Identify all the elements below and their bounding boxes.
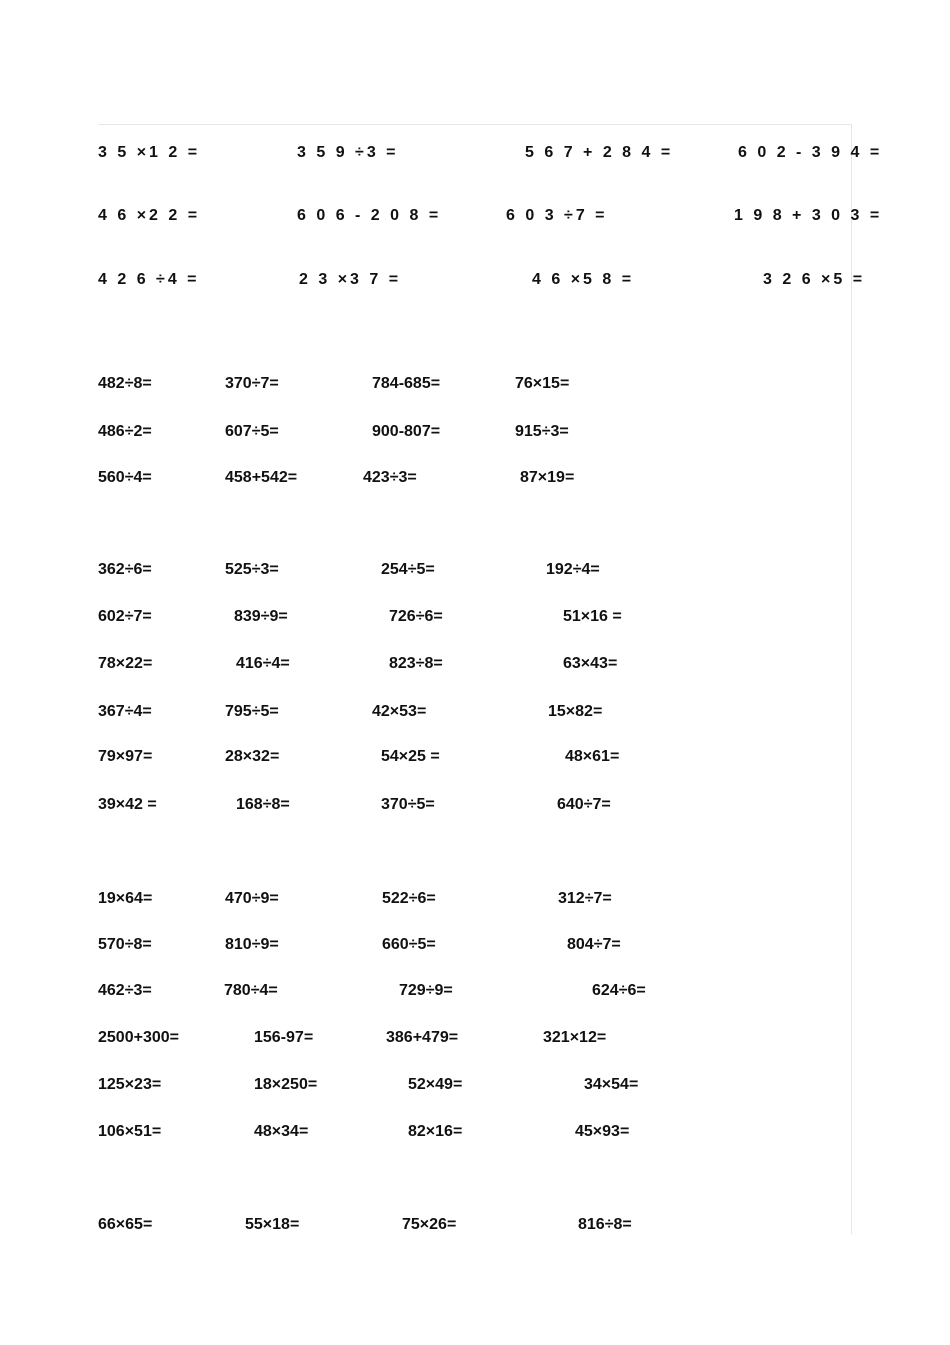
problem: 362÷6=: [98, 561, 152, 578]
problem: 321×12=: [543, 1029, 607, 1046]
problem: 486÷2=: [98, 423, 152, 440]
problem: 570÷8=: [98, 936, 152, 953]
problem: 2 3 ×3 7 =: [299, 271, 402, 288]
problem: 106×51=: [98, 1123, 162, 1140]
problem: 82×16=: [408, 1123, 463, 1140]
problem: 125×23=: [98, 1076, 162, 1093]
problem: 370÷5=: [381, 796, 435, 813]
problem: 795÷5=: [225, 703, 279, 720]
problem: 15×82=: [548, 703, 603, 720]
problem: 45×93=: [575, 1123, 630, 1140]
problem: 386+479=: [386, 1029, 459, 1046]
problem: 640÷7=: [557, 796, 611, 813]
problem: 66×65=: [98, 1216, 153, 1233]
problem: 810÷9=: [225, 936, 279, 953]
problem: 900-807=: [372, 423, 441, 440]
problem: 839÷9=: [234, 608, 288, 625]
problem: 624÷6=: [592, 982, 646, 999]
problem: 370÷7=: [225, 375, 279, 392]
problem: 19×64=: [98, 890, 153, 907]
problem: 78×22=: [98, 655, 153, 672]
problem: 18×250=: [254, 1076, 318, 1093]
problem: 780÷4=: [224, 982, 278, 999]
problem: 804÷7=: [567, 936, 621, 953]
problem: 312÷7=: [558, 890, 612, 907]
problem: 367÷4=: [98, 703, 152, 720]
problem: 607÷5=: [225, 423, 279, 440]
problem: 6 0 3 ÷7 =: [506, 207, 608, 224]
problem: 2500+300=: [98, 1029, 179, 1046]
problem: 28×32=: [225, 748, 280, 765]
problem: 254÷5=: [381, 561, 435, 578]
problem: 51×16 =: [563, 608, 622, 625]
problem: 156-97=: [254, 1029, 314, 1046]
problem: 39×42 =: [98, 796, 157, 813]
problem: 4 6 ×5 8 =: [532, 271, 635, 288]
problem: 48×34=: [254, 1123, 309, 1140]
problem: 42×53=: [372, 703, 427, 720]
problem: 416÷4=: [236, 655, 290, 672]
problem: 470÷9=: [225, 890, 279, 907]
problem: 76×15=: [515, 375, 570, 392]
problem: 522÷6=: [382, 890, 436, 907]
problem: 462÷3=: [98, 982, 152, 999]
problem: 729÷9=: [399, 982, 453, 999]
problem: 560÷4=: [98, 469, 152, 486]
problem: 54×25 =: [381, 748, 440, 765]
problem: 6 0 6 - 2 0 8 =: [297, 207, 442, 224]
problem: 784-685=: [372, 375, 441, 392]
problem: 3 5 9 ÷3 =: [297, 144, 399, 161]
problem: 660÷5=: [382, 936, 436, 953]
problem: 34×54=: [584, 1076, 639, 1093]
problem: 52×49=: [408, 1076, 463, 1093]
problem: 75×26=: [402, 1216, 457, 1233]
problem: 5 6 7 + 2 8 4 =: [525, 144, 674, 161]
problem: 726÷6=: [389, 608, 443, 625]
problem: 4 2 6 ÷4 =: [98, 271, 200, 288]
problem: 823÷8=: [389, 655, 443, 672]
problem: 55×18=: [245, 1216, 300, 1233]
problem: 48×61=: [565, 748, 620, 765]
problem: 3 5 ×1 2 =: [98, 144, 201, 161]
problem: 525÷3=: [225, 561, 279, 578]
problem: 168÷8=: [236, 796, 290, 813]
problem: 3 2 6 ×5 =: [763, 271, 866, 288]
problem: 79×97=: [98, 748, 153, 765]
problem: 423÷3=: [363, 469, 417, 486]
problem: 192÷4=: [546, 561, 600, 578]
problem: 1 9 8 + 3 0 3 =: [734, 207, 883, 224]
problem: 602÷7=: [98, 608, 152, 625]
right-border-line: [851, 124, 852, 1234]
problem: 4 6 ×2 2 =: [98, 207, 201, 224]
problem: 63×43=: [563, 655, 618, 672]
problem: 87×19=: [520, 469, 575, 486]
problem: 458+542=: [225, 469, 298, 486]
problem: 915÷3=: [515, 423, 569, 440]
top-border-line: [98, 124, 852, 125]
problem: 816÷8=: [578, 1216, 632, 1233]
problem: 482÷8=: [98, 375, 152, 392]
problem: 6 0 2 - 3 9 4 =: [738, 144, 883, 161]
